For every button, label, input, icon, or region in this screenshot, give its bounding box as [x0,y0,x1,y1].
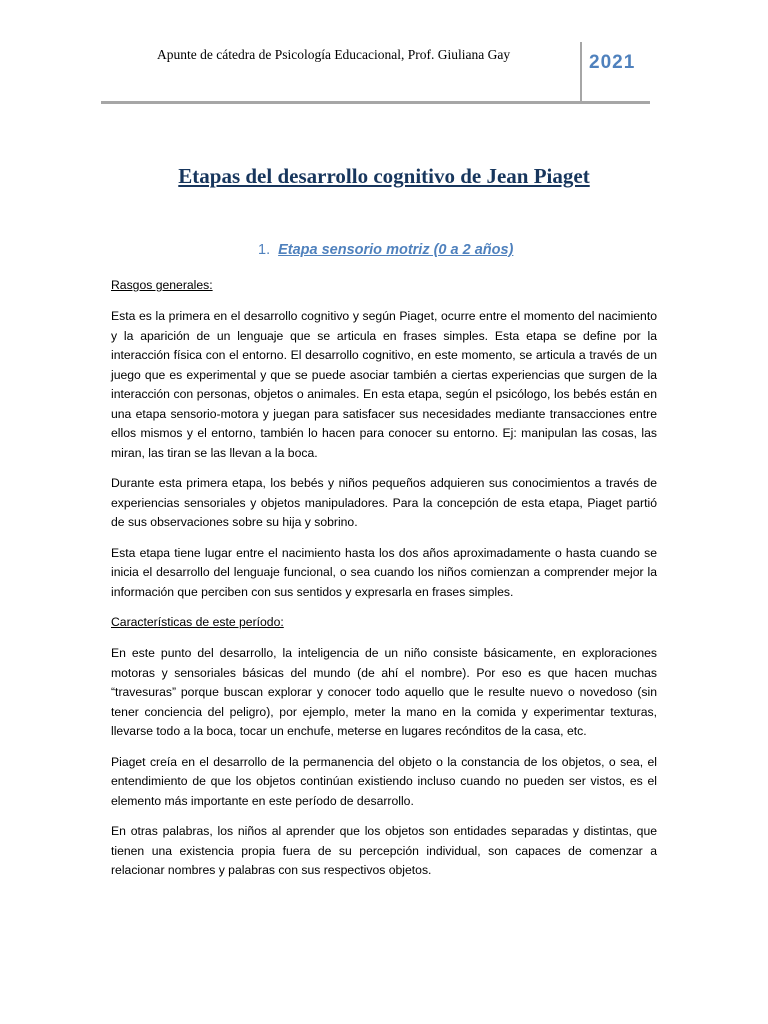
paragraph: Esta es la primera en el desarrollo cognitivo y según Piaget, ocurre entre el momento del nacimiento y la aparición de un lenguaje que se articula en frases simples. Esta etapa se define por la interacción física con el entorno. El desarrollo cognitivo, en este momento, se articula a través de un juego que es experimental y que se puede asociar también a ciertas experiencias que surgen de la interacción con personas, objetos o animales. En esta etapa, según el psicólogo, los bebés están en una etapa sensorio-motora y juegan para satisfacer sus necesidades mediante transacciones entre ellos mismos y el entorno, también lo hacen para conocer su entorno. Ej: manipulan las cosas, las miran, las tiran se las llevan a la boca. [111,309,657,460]
header-year: 2021 [589,52,636,73]
paragraph: Esta etapa tiene lugar entre el nacimiento hasta los dos años aproximadamente o hasta cuando se inicia el desarrollo del lenguaje funcional, o sea cuando los niños comienzan a comprender mejor la información que perciben con sus sentidos y expresarla en frases simples. [111,545,657,599]
section-number: 1. [258,242,271,258]
document-title: Etapas del desarrollo cognitivo de Jean Piaget [178,164,590,188]
paragraph: Piaget creía en el desarrollo de la permanencia del objeto o la constancia de los objetos, o sea, el entendimiento de que los objetos continúan existiendo incluso cuando no pueden ser vistos, es el elemento más importante en este período de desarrollo. [111,754,657,808]
document-body [111,276,657,892]
paragraph: Durante esta primera etapa, los bebés y niños pequeños adquieren sus conocimientos a través de experiencias sensoriales y objetos manipuladores. Para la concepción de esta etapa, Piaget partió de sus observaciones sobre su hija y sobrino. [111,476,657,529]
subheading-caracteristicas: Características de este período: [111,615,284,629]
paragraph: En otras palabras, los niños al aprender que los objetos son entidades separadas y distintas, que tienen una existencia propia fuera de su percepción individual, son capaces de comenzar a relacionar nombres y palabras con sus respectivos objetos. [111,824,657,877]
paragraph: En este punto del desarrollo, la inteligencia de un niño consiste básicamente, en exploraciones motoras y sensoriales básicas del mundo (de ahí el nombre). Por eso es que hacen muchas “travesuras” porque buscan explorar y conocer todo aquello que le resulte nuevo o novedoso (sin tener conciencia del peligro), por ejemplo, meter la mano en la comida y experimentar texturas, llevarse todo a la boca, tocar un enchufe, meterse en lugares recónditos de la casa, etc. [111,646,657,738]
section-label: Etapa sensorio motriz (0 a 2 años) [278,242,514,258]
section-heading [258,242,513,258]
document-header: Apunte de cátedra de Psicología Educacional, Prof. Giuliana Gay [157,47,511,62]
subheading-rasgos: Rasgos generales: [111,278,213,292]
header-vertical-divider [580,42,582,103]
header-divider [101,101,650,104]
